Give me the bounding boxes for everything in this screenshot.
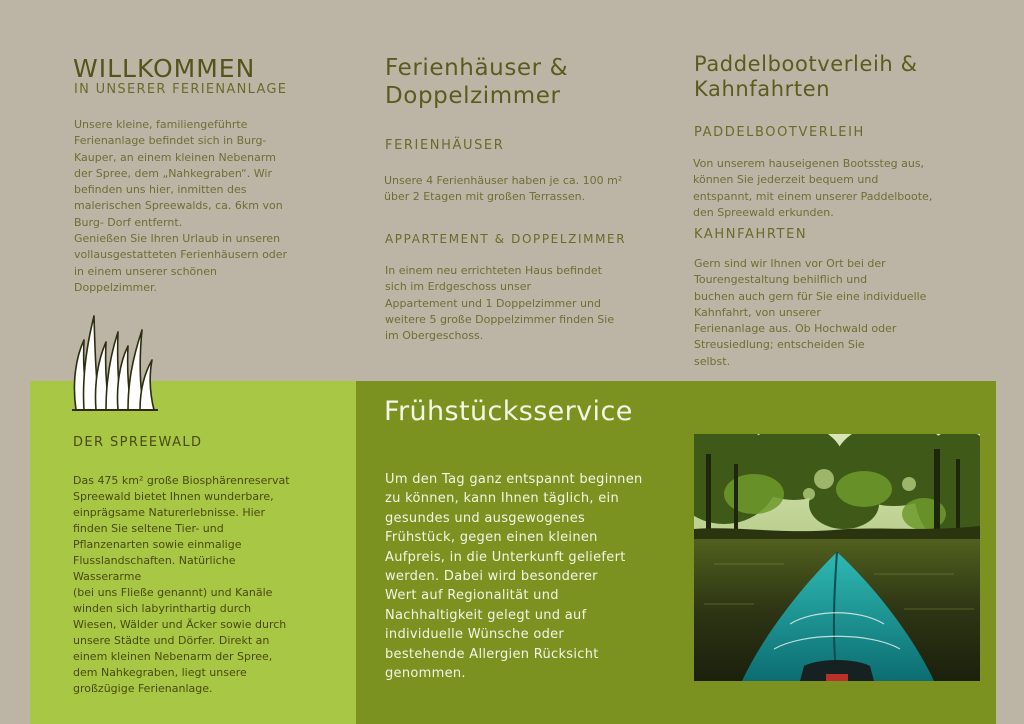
text-line: buchen auch gern für Sie eine individuelle [694, 289, 927, 303]
text-line: im Obergeschoss. [385, 329, 484, 343]
text-line: dem Nahkegraben, liegt unsere [73, 666, 247, 679]
text-line: den Spreewald erkunden. [693, 205, 834, 219]
grass-icon [70, 312, 162, 414]
boats-title [694, 52, 918, 102]
text-line: malerischen Spreewalds, ca. 6km von [74, 199, 283, 213]
text-line: sich im Erdgeschoss unser [385, 280, 531, 294]
text-line: Kauper, an einem kleinen Nebenarm [74, 150, 276, 164]
text-line: Unsere 4 Ferienhäuser haben je ca. 100 m² [384, 174, 623, 187]
text-line: weitere 5 große Doppelzimmer finden Sie [385, 312, 615, 326]
title-line: Kahnfahrten [694, 77, 831, 101]
title-line: Paddelbootverleih & [694, 52, 918, 76]
apartment-heading: APPARTEMENT & DOPPELZIMMER [385, 232, 627, 246]
apartment-text [385, 263, 655, 344]
text-line: Kahnfahrt, von unserer [694, 305, 821, 319]
text-line: winden sich labyrinthartig durch [73, 602, 252, 615]
text-line: In einem neu errichteten Haus befindet [385, 264, 602, 277]
text-line: Von unserem hauseigenen Bootssteg aus, [693, 157, 925, 170]
houses-text [384, 173, 654, 206]
text-line: einem kleinen Nebenarm der Spree, [73, 650, 273, 663]
text-line: Wasserarme [73, 570, 142, 583]
text-line: Appartement und 1 Doppelzimmer und [385, 296, 601, 310]
text-line: Streusiedlung; entscheiden Sie [694, 338, 865, 352]
text-line: vollausgestatteten Ferienhäusern oder [74, 248, 288, 262]
text-line: Um den Tag ganz entspannt beginnen [385, 472, 643, 487]
text-line: individuelle Wünsche oder [385, 627, 565, 643]
tours-text [694, 256, 974, 370]
welcome-text [74, 117, 324, 296]
text-line: der Spree, dem „Nahkegraben“. Wir [74, 166, 272, 180]
text-line: Frühstück, gegen einen kleinen [385, 530, 598, 546]
text-line: Genießen Sie Ihren Urlaub in unseren [74, 232, 281, 246]
text-line: Pflanzenarten sowie einmalige [73, 538, 242, 551]
text-line: können Sie jederzeit bequem und [693, 173, 879, 187]
text-line: Ferienanlage befindet sich in Burg- [74, 134, 267, 148]
text-line: Das 475 km² große Biosphärenreservat [73, 474, 290, 487]
text-line: (bei uns Fließe genannt) und Kanäle [73, 586, 273, 599]
text-line: werden. Dabei wird besonderer [385, 569, 598, 585]
text-line: in einem unserer schönen [74, 264, 217, 278]
text-line: gesundes und ausgewogenes [385, 510, 586, 526]
rental-text [693, 156, 973, 221]
breakfast-title: Frühstücksservice [384, 396, 633, 427]
text-line: Nachhaltigkeit gelegt und auf [385, 607, 587, 623]
text-line: entspannt, mit einem unserer Paddelboote, [693, 189, 933, 203]
welcome-subtitle: IN UNSERER FERIENANLAGE [74, 82, 288, 97]
text-line: finden Sie seltene Tier- und [73, 522, 224, 535]
text-line: Flusslandschaften. Natürliche [73, 554, 236, 567]
tours-heading: KAHNFAHRTEN [694, 227, 808, 242]
breakfast-text [385, 470, 665, 683]
text-line: zu können, kann Ihnen täglich, ein [385, 491, 619, 507]
text-line: Burg- Dorf entfernt. [74, 215, 183, 229]
accommodations-title [385, 54, 568, 110]
text-line: Wert auf Regionalität und [385, 588, 559, 604]
kayak-photo [694, 434, 980, 681]
text-line: genommen. [385, 666, 466, 682]
text-line: bestehende Allergien Rücksicht [385, 646, 599, 662]
text-line: über 2 Etagen mit großen Terrassen. [384, 190, 586, 204]
title-line: Ferienhäuser & [385, 55, 569, 81]
text-line: Aufpreis, in die Unterkunft geliefert [385, 549, 626, 565]
text-line: selbst. [694, 354, 731, 368]
text-line: befinden uns hier, inmitten des [74, 183, 247, 197]
spreewald-heading: DER SPREEWALD [73, 435, 203, 450]
text-line: Doppelzimmer. [74, 280, 158, 294]
text-line: einprägsame Naturerlebnisse. Hier [73, 506, 265, 519]
spreewald-text [73, 473, 333, 697]
houses-heading: FERIENHÄUSER [385, 138, 505, 153]
rental-heading: PADDELBOOTVERLEIH [694, 125, 865, 140]
text-line: großzügige Ferienanlage. [73, 682, 213, 695]
text-line: Gern sind wir Ihnen vor Ort bei der [694, 257, 886, 270]
welcome-title: WILLKOMMEN [73, 54, 256, 83]
text-line: Spreewald bietet Ihnen wunderbare, [73, 490, 274, 503]
text-line: Tourengestaltung behilflich und [694, 273, 868, 287]
text-line: Ferienanlage aus. Ob Hochwald oder [694, 322, 897, 336]
title-line: Doppelzimmer [385, 83, 561, 109]
text-line: Unsere kleine, familiengeführte [74, 118, 248, 131]
text-line: Wiesen, Wälder und Äcker sowie durch [73, 618, 287, 631]
text-line: unsere Städte und Dörfer. Direkt an [73, 634, 270, 647]
